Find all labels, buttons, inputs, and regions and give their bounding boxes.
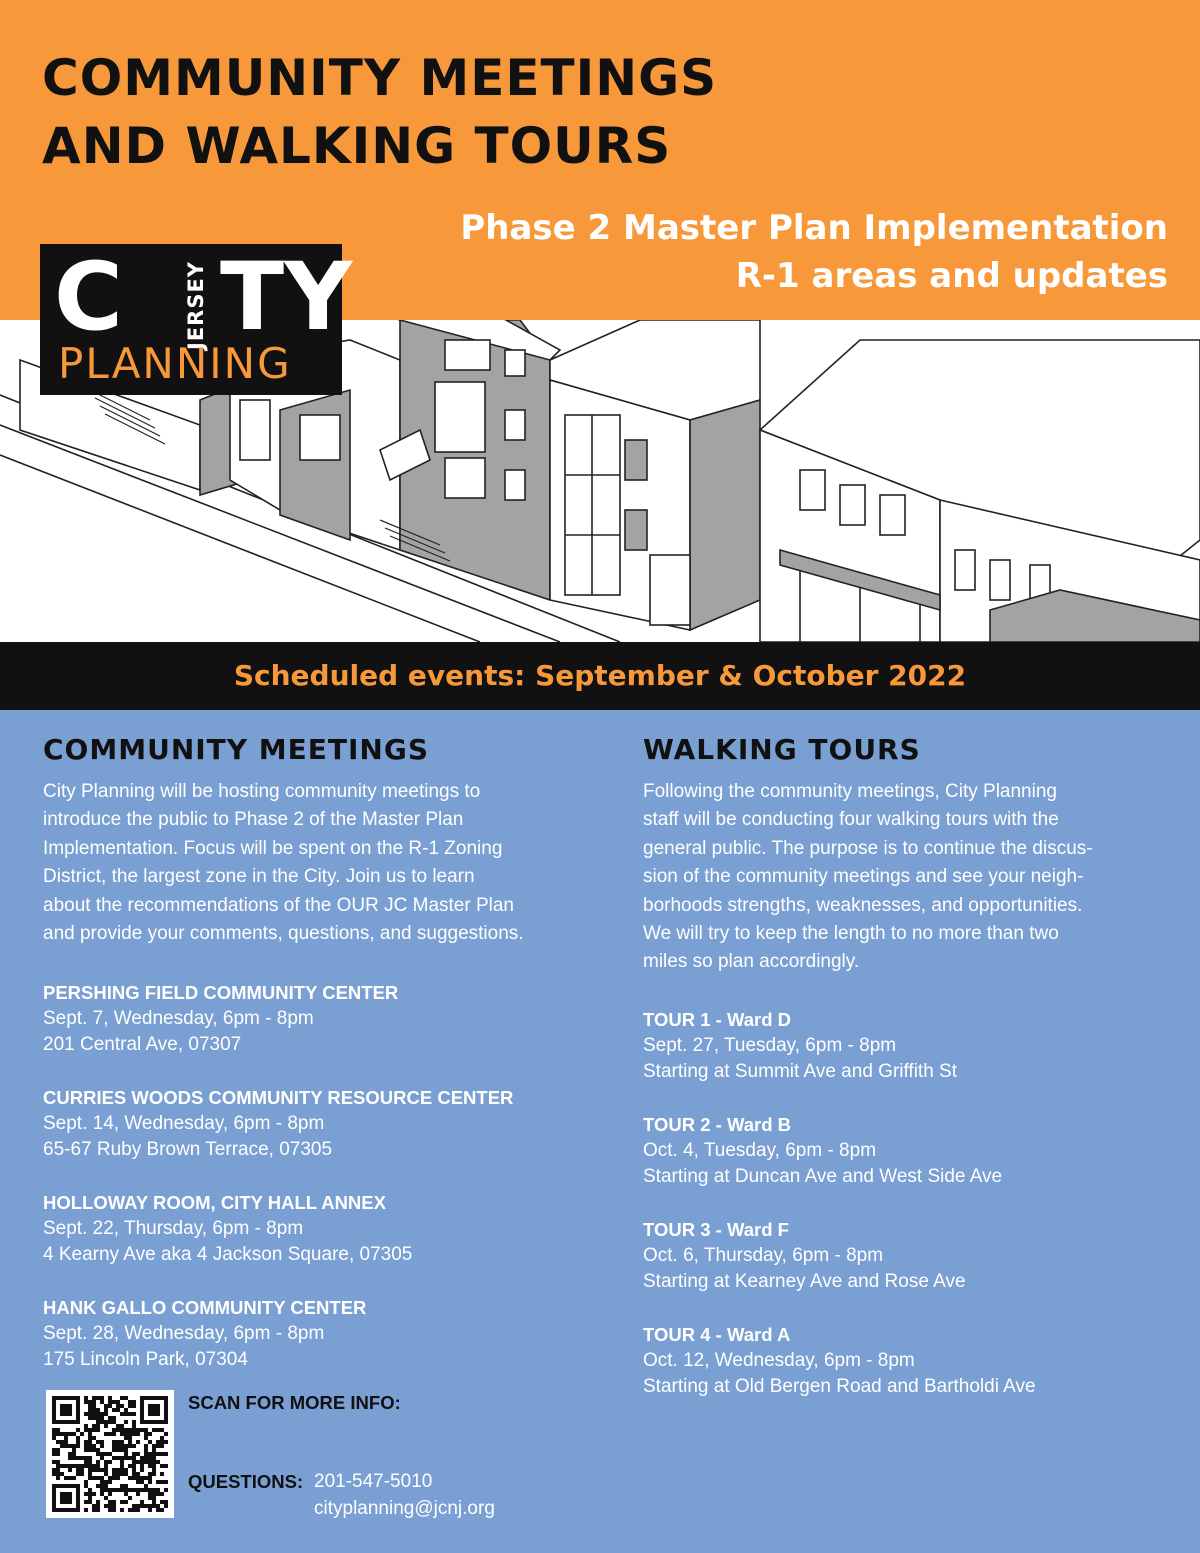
- intro-line: City Planning will be hosting community meetings to: [43, 781, 481, 802]
- community-meetings-intro: [43, 778, 603, 948]
- intro-line: sion of the community meetings and see your neigh-: [643, 866, 1084, 888]
- community-meetings-heading: COMMUNITY MEETINGS: [43, 733, 430, 766]
- meeting-event: [43, 1295, 603, 1373]
- intro-line: about the recommendations of the OUR JC Master Plan: [43, 894, 515, 916]
- meeting-time: Sept. 28, Wednesday, 6pm - 8pm: [43, 1323, 325, 1345]
- meeting-time: Sept. 14, Wednesday, 6pm - 8pm: [43, 1113, 325, 1135]
- tour-event: [643, 1322, 1173, 1400]
- tour-time: Sept. 27, Tuesday, 6pm - 8pm: [643, 1034, 897, 1056]
- meeting-time: Sept. 7, Wednesday, 6pm - 8pm: [43, 1008, 314, 1030]
- meeting-event: [43, 1085, 603, 1163]
- tour-start: Starting at Kearney Ave and Rose Ave: [643, 1270, 966, 1292]
- intro-line: Following the community meetings, City Planning: [643, 781, 1057, 802]
- meeting-address: 65-67 Ruby Brown Terrace, 07305: [43, 1139, 333, 1161]
- tour-event: [643, 1112, 1173, 1190]
- questions-label: QUESTIONS:: [188, 1471, 304, 1492]
- intro-line: and provide your comments, questions, and suggestions.: [43, 923, 524, 945]
- tour-name: TOUR 2 - Ward B: [643, 1113, 792, 1135]
- page-title: [42, 44, 717, 180]
- meeting-address: 175 Lincoln Park, 07304: [43, 1349, 248, 1371]
- title-line-2: AND WALKING TOURS: [42, 117, 672, 175]
- intro-line: Implementation. Focus will be spent on the R-1 Zoning: [43, 837, 503, 859]
- intro-line: miles so plan accordingly.: [643, 951, 860, 973]
- meeting-venue: CURRIES WOODS COMMUNITY RESOURCE CENTER: [43, 1087, 514, 1109]
- logo-planning: PLANNING: [58, 339, 292, 388]
- schedule-banner: Scheduled events: September & October 2022: [0, 642, 1200, 710]
- tour-time: Oct. 12, Wednesday, 6pm - 8pm: [643, 1349, 915, 1371]
- meeting-venue: HOLLOWAY ROOM, CITY HALL ANNEX: [43, 1192, 386, 1214]
- intro-line: We will try to keep the length to no more than two: [643, 923, 1059, 945]
- contact-phone[interactable]: 201-547-5010: [314, 1471, 433, 1492]
- logo-letters-ty: TY: [220, 243, 353, 352]
- tour-start: Starting at Summit Ave and Griffith St: [643, 1060, 958, 1082]
- tour-name: TOUR 1 - Ward D: [643, 1008, 792, 1030]
- meeting-venue: HANK GALLO COMMUNITY CENTER: [43, 1297, 367, 1319]
- title-line-1: COMMUNITY MEETINGS: [42, 49, 718, 107]
- meeting-address: 201 Central Ave, 07307: [43, 1034, 242, 1056]
- meeting-event: [43, 1190, 603, 1268]
- logo-letter-c: C: [54, 243, 123, 352]
- intro-line: introduce the public to Phase 2 of the Master Plan: [43, 809, 464, 831]
- walking-tours-heading: WALKING TOURS: [643, 733, 921, 766]
- logo-jersey: JERSEY: [184, 260, 208, 350]
- scan-label: SCAN FOR MORE INFO:: [188, 1392, 401, 1413]
- walking-tours-section: [643, 732, 1173, 1400]
- intro-line: general public. The purpose is to continue the discus-: [643, 837, 1093, 859]
- qr-code-graphic: [46, 1390, 174, 1518]
- page-subtitle: [460, 204, 1168, 300]
- meeting-address: 4 Kearny Ave aka 4 Jackson Square, 07305: [43, 1244, 413, 1266]
- tour-start: Starting at Old Bergen Road and Bartholdi Ave: [643, 1375, 1036, 1397]
- community-meetings-section: [43, 732, 603, 1373]
- tour-name: TOUR 3 - Ward F: [643, 1218, 789, 1240]
- jersey-city-planning-logo: [40, 243, 353, 395]
- tour-start: Starting at Duncan Ave and West Side Ave: [643, 1165, 1003, 1187]
- qr-code-icon[interactable]: [46, 1390, 174, 1518]
- tour-event: [643, 1217, 1173, 1295]
- tour-name: TOUR 4 - Ward A: [643, 1323, 791, 1345]
- intro-line: borhoods strengths, weaknesses, and opportunities.: [643, 894, 1083, 916]
- contact-email[interactable]: cityplanning@jcnj.org: [314, 1498, 495, 1519]
- walking-tours-intro: [643, 778, 1173, 977]
- intro-line: staff will be conducting four walking tours with the: [643, 809, 1059, 831]
- subtitle-line-2: R-1 areas and updates: [735, 256, 1168, 296]
- subtitle-line-1: Phase 2 Master Plan Implementation: [460, 208, 1168, 248]
- meeting-venue: PERSHING FIELD COMMUNITY CENTER: [43, 982, 399, 1004]
- meeting-event: [43, 980, 603, 1058]
- tour-time: Oct. 4, Tuesday, 6pm - 8pm: [643, 1139, 877, 1161]
- tour-time: Oct. 6, Thursday, 6pm - 8pm: [643, 1244, 884, 1266]
- intro-line: District, the largest zone in the City. Join us to learn: [43, 866, 475, 888]
- meeting-time: Sept. 22, Thursday, 6pm - 8pm: [43, 1218, 304, 1240]
- tour-event: [643, 1007, 1173, 1085]
